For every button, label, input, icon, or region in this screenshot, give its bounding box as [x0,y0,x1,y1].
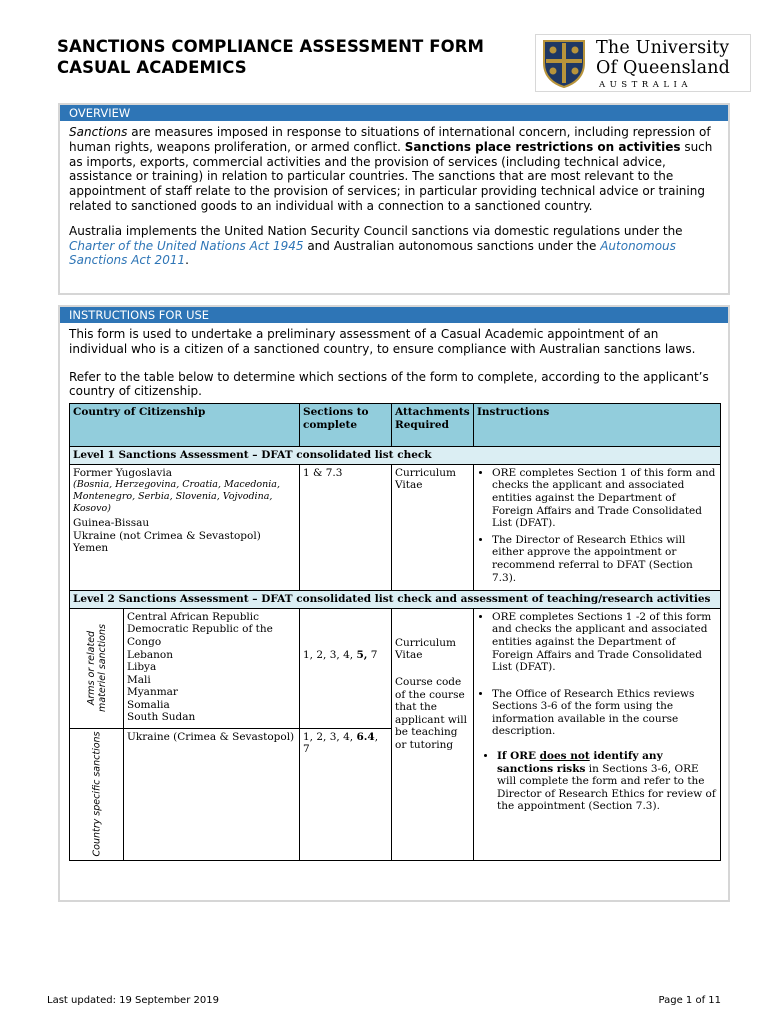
instructions-body [60,323,728,399]
overview-heading: OVERVIEW [60,105,728,121]
sub-text: in Sections 3-6, ORE will complete the form and refer to the Director of Research Ethics for review of the appointment (Section 7.3). [497,762,716,813]
level-2-row [70,591,721,609]
country-item: Ukraine (Crimea & Sevastopol) [127,730,295,743]
sub-text: If ORE [497,750,540,763]
attachment-course-code: Course code of the course that the applicant will be teaching or tutoring [395,675,467,751]
level-2-attachments [392,608,474,860]
instructions-heading: INSTRUCTIONS FOR USE [60,307,728,323]
level-2-arms-row [70,608,721,728]
overview-body [60,121,728,268]
yugoslavia-detail: (Bosnia, Herzegovina, Croatia, Macedonia, Montenegro, Serbia, Slovenia, Vojvodina, Kosovo) [73,479,280,514]
country-item: Libya [127,661,157,674]
country-specific-cell [70,728,124,860]
arms-sanctions-cell [70,608,124,728]
university-name-line-2: Of Queensland [596,58,731,78]
overview-text: such as imports, exports, commercial activities and the provision of services (including technical advice, assistance or training) in relation to particular countries. The sanctions that are most relevant to the appointment of staff relate to the provision of services; in particular providing technical advice or training related to sanctioned goods to an individual with a connection to a sanctioned country. [69,139,713,213]
charter-act-link[interactable]: Charter of the United Nations Act 1945 [69,238,304,253]
country-former-yugoslavia: Former Yugoslavia [73,466,172,479]
level-2-sub-instruction [497,750,717,813]
footer-page-number: Page 1 of 11 [658,995,721,1006]
sub-underline: does not [539,750,590,763]
level-1-instruction: • The Director of Research Ethics will either approve the appointment or recommend referral to DFAT (Section 7.3). [492,534,717,584]
instructions-paragraph-2: Refer to the table below to determine which sections of the form to complete, according to the applicant’s country of citizenship. [69,369,709,399]
table-header-row [70,404,721,447]
header-country: Country of Citizenship [70,404,300,447]
uq-logo [535,34,751,92]
attachment-cv: Curriculum Vitae [395,636,456,662]
sub-text: identify any sanctions risks [497,750,663,775]
country-item: Somalia [127,698,170,711]
level-1-row [70,447,721,465]
level-2-instructions [474,608,721,860]
country-item: Mali [127,673,151,686]
sections-bold: 6.4 [356,730,375,743]
overview-bold-text: Sanctions place restrictions on activities [404,139,681,154]
title-line-2: CASUAL ACADEMICS [57,58,247,77]
document-title [57,36,484,78]
university-name [596,38,730,78]
overview-panel [58,103,730,295]
country-specific-sections [300,728,392,860]
title-line-1: SANCTIONS COMPLIANCE ASSESSMENT FORM [57,37,485,56]
overview-text: and Australian autonomous sanctions under the [303,238,601,253]
level-1-sections: 1 & 7.3 [300,464,392,590]
country-item: Central African Republic [127,610,260,623]
sanctions-term: Sanctions [69,125,128,139]
overview-text: Australia implements the United Nation Security Council sanctions via domestic regulations under the [69,223,683,238]
instructions-panel [58,305,730,902]
arms-sanctions-label: Arms or related materiel sanctions [85,624,108,713]
country-guinea-bissau: Guinea-Bissau [73,517,150,530]
country-item: Democratic Republic of the Congo [127,623,273,648]
table-wrapper [60,403,728,861]
sanctions-table [69,403,721,861]
level-1-countries [70,464,300,590]
level-1-instructions [474,464,721,590]
country-ukraine: Ukraine (not Crimea & Sevastopol) [73,529,261,542]
header-instructions: Instructions [474,404,721,447]
level-1-content-row [70,464,721,590]
level-1-label: Level 1 Sanctions Assessment – DFAT consolidated list check [70,447,721,465]
level-2-label [70,591,721,609]
level-2-label-text: Level 2 Sanctions Assessment – DFAT consolidated list check and assessment of teaching/research activities [73,593,711,606]
sections-text: , 7 [303,730,379,756]
university-country: AUSTRALIA [599,80,692,90]
arms-countries [124,608,300,728]
country-item: South Sudan [127,711,196,724]
uq-crest-icon [540,37,588,89]
level-1-attachments: Curriculum Vitae [392,464,474,590]
country-item: Myanmar [127,686,178,699]
level-1-instruction: • ORE completes Section 1 of this form and checks the applicant and associated entities against the Department of Foreign Affairs and Trade Consolidated List (DFAT). [492,467,717,530]
sections-text: 7 [367,648,378,661]
overview-text: . [185,253,189,268]
header-sections: Sections to complete [300,404,392,447]
overview-paragraph-2 [69,224,718,268]
autonomous-sanctions-act-link[interactable]: Autonomous Sanctions Act 2011 [69,238,676,268]
level-2-instruction: • ORE completes Sections 1 -2 of this form and checks the applicant and associated entities against the Department of Foreign Affairs and Trade Consolidated List (DFAT). [492,611,717,674]
overview-text: are measures imposed in response to situations of international concern, including repression of human rights, weapons proliferation, or armed conflict. [69,125,711,154]
overview-paragraph-1 [69,125,718,214]
country-yemen: Yemen [73,542,109,555]
country-specific-label: Country specific sanctions [91,731,102,857]
footer-updated: Last updated: 19 September 2019 [47,995,219,1006]
sections-text: 1, 2, 3, 4, [303,730,357,743]
header-attachments: Attachments Required [392,404,474,447]
sections-text: 1, 2, 3, 4, [303,648,357,661]
sections-bold: 5, [356,648,368,661]
country-item: Lebanon [127,648,174,661]
arms-sections [300,608,392,728]
level-2-instruction: • The Office of Research Ethics reviews Sections 3-6 of the form using the information available in the course description. [492,688,717,738]
country-specific-countries [124,728,300,860]
university-name-line-1: The University [596,38,730,58]
instructions-paragraph-1: This form is used to undertake a preliminary assessment of a Casual Academic appointment of an individual who is a citizen of a sanctioned country, to ensure compliance with Australian sanctions laws. [69,327,696,356]
